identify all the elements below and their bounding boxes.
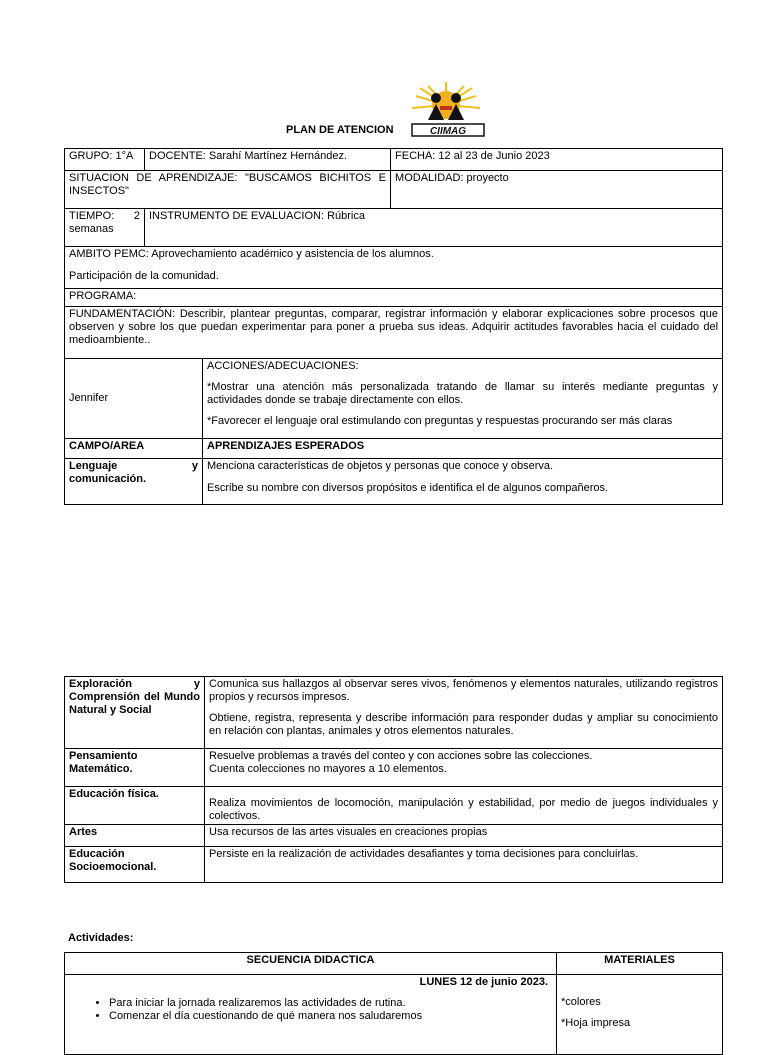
ae-pensamiento xyxy=(205,749,723,787)
page-title: PLAN DE ATENCION xyxy=(286,124,394,136)
ae-artes: Usa recursos de las artes visuales en creaciones propias xyxy=(205,825,723,847)
tiempo-cell: TIEMPO: 2 semanas xyxy=(65,209,145,247)
list-item: • Para iniciar la jornada realizaremos las actividades de rutina. xyxy=(109,997,552,1010)
campo-exploracion: Exploración y Comprensión del Mundo Natural y Social xyxy=(65,677,205,749)
fundamentacion-cell: FUNDAMENTACIÓN: Describir, plantear preguntas, comparar, registrar información y elaborar explicaciones sobre procesos que observen y sobre los que puedan experimentar para poner a prueba sus ideas. Adquirir actitudes favorables hacia el cuidado del medioambiente.. xyxy=(65,307,723,359)
school-logo xyxy=(406,80,486,138)
actividades-label: Actividades: xyxy=(68,932,134,944)
ae-lenguaje xyxy=(203,459,723,505)
situacion-cell: SITUACION DE APRENDIZAJE: "BUSCAMOS BICHITOS E INSECTOS" xyxy=(65,171,391,209)
secuencia-table xyxy=(64,952,723,1055)
aprendizajes-header: APRENDIZAJES ESPERADOS xyxy=(203,439,723,459)
secuencia-header: SECUENCIA DIDACTICA xyxy=(65,953,557,975)
actividades-list xyxy=(69,997,552,1023)
campo-educacion-fisica: Educación física. xyxy=(65,787,205,825)
campo-header: CAMPO/AREA xyxy=(65,439,203,459)
grupo-cell: GRUPO: 1°A xyxy=(65,149,145,171)
ae-educacion-fisica: Realiza movimientos de locomoción, manipulación y estabilidad, por medio de juegos individuales y colectivos. xyxy=(205,787,723,825)
ambito-cell xyxy=(65,247,723,289)
ae-socioemocional: Persiste en la realización de actividades desafiantes y toma decisiones para concluirlas. xyxy=(205,847,723,883)
campo-artes: Artes xyxy=(65,825,205,847)
dia-label: LUNES 12 de junio 2023. xyxy=(419,976,548,988)
ambito-line-1: AMBITO PEMC: Aprovechamiento académico y asistencia de los alumnos. xyxy=(69,248,434,260)
instrumento-cell: INSTRUMENTO DE EVALUACION: Rúbrica xyxy=(145,209,723,247)
acciones-item-2: *Favorecer el lenguaje oral estimulando con preguntas y respuestas procurando ser más claras xyxy=(207,415,673,427)
ambito-line-2: Participación de la comunidad. xyxy=(69,270,219,282)
material-item: *Hoja impresa xyxy=(561,1017,631,1029)
alumno-cell: Jennifer xyxy=(65,359,203,439)
acciones-cell xyxy=(203,359,723,439)
material-item: *colores xyxy=(561,996,601,1008)
campo-socioemocional: Educación Socioemocional. xyxy=(65,847,205,883)
plan-table xyxy=(64,148,723,505)
docente-cell: DOCENTE: Sarahí Martínez Hernández. xyxy=(145,149,391,171)
ae-lenguaje-1: Menciona características de objetos y personas que conoce y observa. xyxy=(207,460,554,472)
campo-pensamiento: Pensamiento Matemático. xyxy=(65,749,205,787)
ae-exploracion xyxy=(205,677,723,749)
ae-exploracion-1: Comunica sus hallazgos al observar seres vivos, fenómenos y elementos naturales, utilizando registros propios y recursos impresos. xyxy=(209,678,718,703)
ae-pensamiento-1: Resuelve problemas a través del conteo y con acciones sobre las colecciones. xyxy=(209,750,593,762)
svg-text:CIIMAG: CIIMAG xyxy=(429,126,467,137)
campo-lenguaje: Lenguaje y comunicación. xyxy=(65,459,203,505)
ae-pensamiento-2: Cuenta colecciones no mayores a 10 elementos. xyxy=(209,763,447,775)
acciones-title: ACCIONES/ADECUACIONES: xyxy=(207,360,359,372)
list-item: • Comenzar el día cuestionando de qué manera nos saludaremos xyxy=(109,1010,552,1023)
programa-cell: PROGRAMA: xyxy=(65,289,723,307)
materiales-header: MATERIALES xyxy=(557,953,723,975)
ae-lenguaje-2: Escribe su nombre con diversos propósitos e identifica el de algunos compañeros. xyxy=(207,482,609,494)
ae-exploracion-2: Obtiene, registra, representa y describe información para responder dudas y ampliar su conocimiento en relación con plantas, animales y otros elementos naturales. xyxy=(209,712,718,737)
campos-table xyxy=(64,676,723,883)
modalidad-cell: MODALIDAD: proyecto xyxy=(391,171,723,209)
secuencia-body xyxy=(65,975,557,1055)
materiales-body xyxy=(557,975,723,1055)
fecha-cell: FECHA: 12 al 23 de Junio 2023 xyxy=(391,149,723,171)
acciones-item-1: *Mostrar una atención más personalizada tratando de llamar su interés mediante preguntas y actividades donde se trabaje directamente con ellos. xyxy=(207,381,719,406)
